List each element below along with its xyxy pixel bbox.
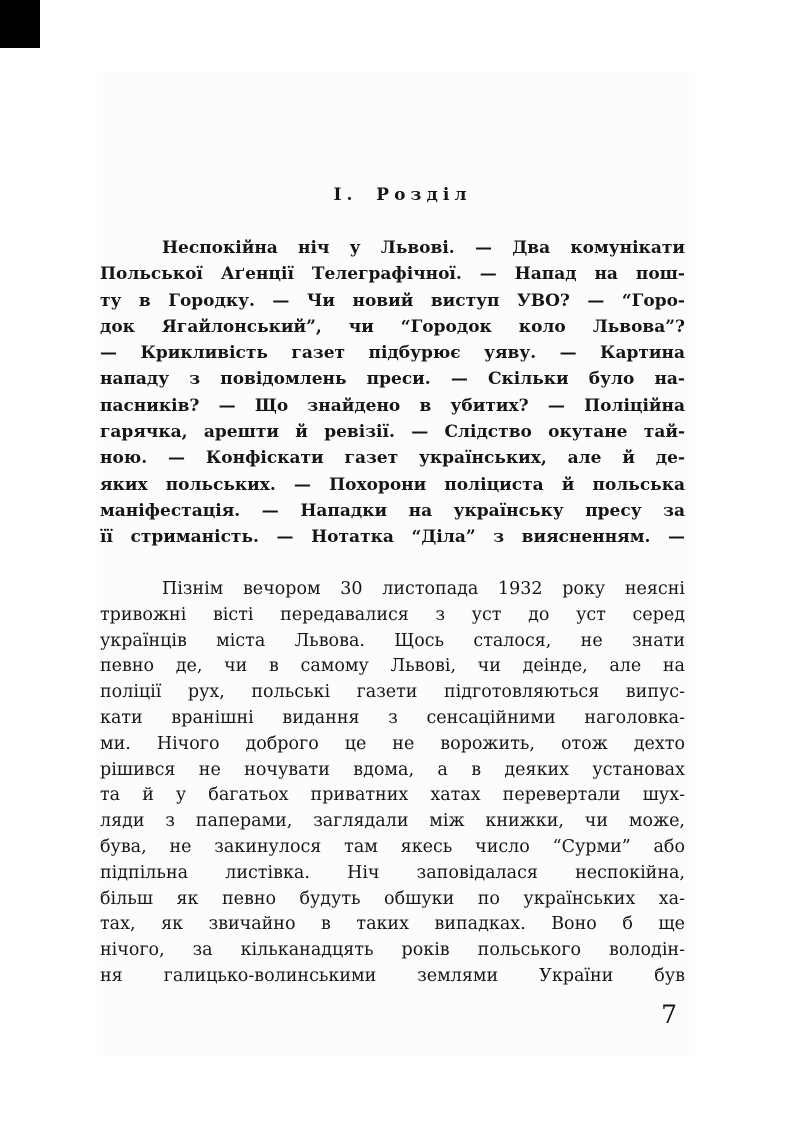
- text-line: рішився не ночувати вдома, а в деяких установах: [100, 759, 685, 780]
- text-line: певно де, чи в самому Львові, чи деінде, але на: [100, 656, 685, 677]
- text-line: маніфестація. — Нападки на українську пресу за: [100, 500, 685, 521]
- text-line: — Крикливість газет підбурює уяву. — Картина: [100, 343, 685, 364]
- text-line: її стриманість. — Нотатка “Діла” з виясненням. —: [100, 527, 685, 548]
- text-line: док Ягайлонський”, чи “Городок коло Львова”?: [100, 316, 685, 337]
- text-line: ми. Нічого доброго це не ворожить, отож дехто: [100, 733, 685, 754]
- text-line: ня галицько-волинськими землями України був: [100, 965, 685, 986]
- text-line: Пізнім вечором 30 листопада 1932 року неясні: [162, 579, 685, 599]
- text-line: пасників? — Що знайдено в убитих? — Поліційна: [100, 395, 685, 416]
- text-line: тах, як звичайно в таких випадках. Воно б ще: [100, 914, 685, 935]
- text-line: українців міста Львова. Щось сталося, не знати: [100, 630, 685, 651]
- page-number: 7: [661, 1000, 677, 1029]
- text-line: ту в Городку. — Чи новий виступ УВО? — “Горо-: [100, 290, 685, 311]
- text-line: поліції рух, польські газети підготовляються випус-: [100, 682, 685, 703]
- text-line: кати вранішні видання з сенсаційними наголовка-: [100, 707, 685, 728]
- text-line: ною. — Конфіскати газет українських, але й де-: [100, 448, 685, 469]
- scan-corner-artifact: [0, 0, 40, 48]
- text-line: бува, не закинулося там якесь число “Сурми” або: [100, 836, 685, 857]
- chapter-heading: І. Розділ: [333, 185, 472, 205]
- text-line: нічого, за кільканадцять років польського володін-: [100, 940, 685, 961]
- text-line: нападу з повідомлень преси. — Скільки було на-: [100, 369, 685, 390]
- text-line: більш як певно будуть обшуки по українських ха-: [100, 888, 685, 909]
- text-line: ляди з паперами, заглядали між книжки, чи може,: [100, 811, 685, 832]
- body-paragraph: [100, 577, 685, 990]
- chapter-synopsis: [100, 235, 685, 551]
- text-line: підпільна листівка. Ніч заповідалася неспокійна,: [100, 862, 685, 883]
- text-line: гарячка, арешти й ревізії. — Слідство окутане тай-: [100, 422, 685, 443]
- text-line: яких польських. — Похорони поліциста й польська: [100, 474, 685, 495]
- text-line: та й у багатьох приватних хатах перевертали шух-: [100, 785, 685, 806]
- text-line: Неспокійна ніч у Львові. — Два комунікати: [162, 238, 685, 258]
- text-line: тривожні вісті передавалися з уст до уст серед: [100, 604, 685, 625]
- text-line: Польської Аґенції Телеграфічної. — Напад на пош-: [100, 264, 685, 285]
